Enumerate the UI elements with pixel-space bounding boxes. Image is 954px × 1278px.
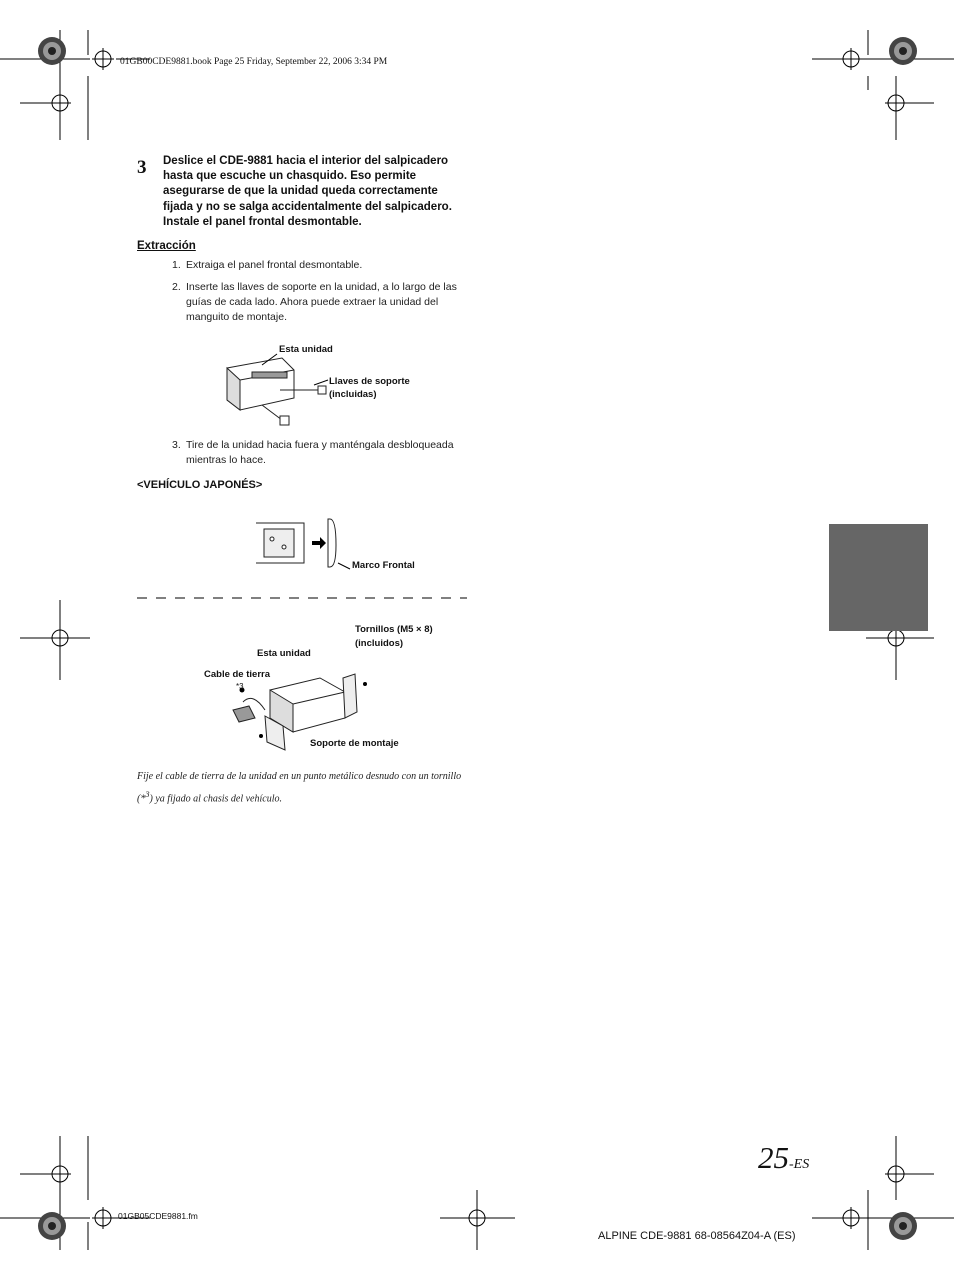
page-number-value: 25	[758, 1140, 789, 1175]
list-item-number: 1.	[172, 259, 181, 271]
page-language-suffix: -ES	[789, 1157, 810, 1172]
front-frame-illustration	[254, 517, 354, 577]
label-ground-cable: Cable de tierra	[204, 669, 270, 680]
header-file-info: 01GB00CDE9881.book Page 25 Friday, September 22, 2006 3:34 PM	[120, 57, 388, 67]
label-mounting-bracket: Soporte de montaje	[310, 738, 399, 749]
list-item-number: 2.	[172, 281, 181, 293]
footer-model-code: ALPINE CDE-9881 68-08564Z04-A (ES)	[598, 1230, 796, 1242]
label-screws: Tornillos (M5 × 8)	[355, 624, 433, 635]
step-text: Deslice el CDE-9881 hacia el interior del salpicadero hasta que escuche un chasquido. Eso permite asegurarse de que la unidad queda correctamente fijada y no se salga accidentalmente del salpicadero. Instale el panel frontal desmontable.	[163, 155, 452, 228]
footer-file-name: 01GB05CDE9881.fm	[118, 1211, 198, 1221]
dashed-divider	[137, 596, 467, 600]
label-included: (incluidas)	[329, 389, 377, 400]
list-item-text: Inserte las llaves de soporte en la unidad, a lo largo de las guías de cada lado. Ahora puede extraer la unidad del manguito de montaje.	[186, 281, 457, 323]
list-item-number: 3.	[172, 439, 181, 451]
label-unit-mounting: Esta unidad	[257, 648, 311, 659]
label-support-keys: Llaves de soporte	[329, 376, 410, 387]
list-item-text: Extraiga el panel frontal desmontable.	[186, 259, 363, 271]
label-front-frame: Marco Frontal	[352, 560, 415, 571]
list-item	[172, 258, 467, 273]
ground-cable-caption	[137, 768, 472, 807]
step-number: 3	[137, 157, 147, 178]
caption-superscript: 3	[145, 789, 150, 799]
label-this-unit: Esta unidad	[279, 344, 333, 355]
unit-keys-illustration	[222, 350, 342, 435]
page-number	[758, 1140, 809, 1176]
list-item	[172, 438, 467, 468]
japanese-vehicle-heading: <VEHÍCULO JAPONÉS>	[137, 479, 263, 491]
label-screws-included: (incluidos)	[355, 638, 404, 649]
list-item	[172, 280, 467, 325]
caption-text: Fije el cable de tierra de la unidad en un punto metálico desnudo con un tornillo (*	[137, 771, 462, 804]
caption-text-end: ) ya fijado al chasis del vehículo.	[149, 792, 282, 804]
side-tab	[829, 524, 928, 631]
label-reference: *3	[236, 682, 244, 691]
list-item-text: Tire de la unidad hacia fuera y manténgala desbloqueada mientras lo hace.	[186, 439, 454, 466]
extraction-heading: Extracción	[137, 240, 196, 252]
